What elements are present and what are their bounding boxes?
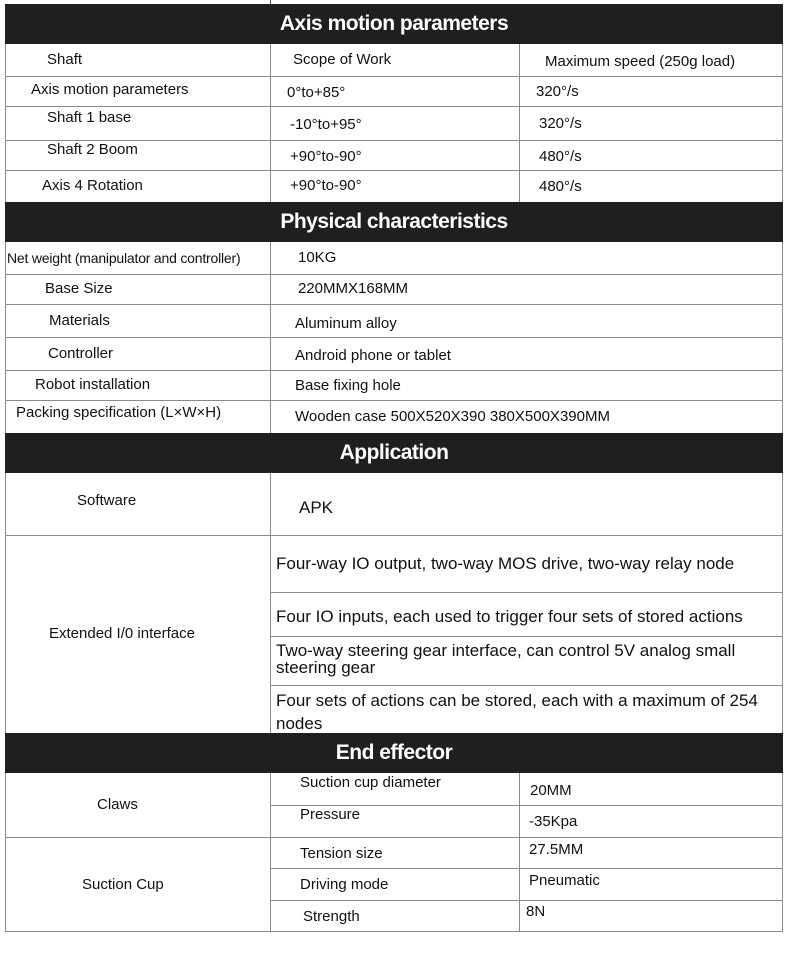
suction-row-1-label: Tension size (300, 844, 383, 862)
physical-row-6-value: Wooden case 500X520X390 380X500X390MM (295, 407, 610, 425)
end-effector-rule (5, 773, 6, 932)
physical-row-5-value: Base fixing hole (295, 377, 401, 394)
axis-row-1-speed: 320°/s (536, 83, 579, 100)
axis-header-speed: Maximum speed (250g load) (545, 53, 736, 70)
end-effector-rule (5, 837, 783, 838)
end-effector-rule (270, 900, 783, 901)
axis-header-scope: Scope of Work (293, 51, 392, 68)
axis-rule (5, 106, 783, 107)
suction-row-3-value: 8N (526, 903, 546, 920)
physical-rule (782, 242, 783, 433)
io-item-3: Two-way steering gear interface, can control 5V analog small steering gear (276, 641, 736, 677)
physical-rule (5, 337, 783, 338)
section-header-application: Application (5, 433, 783, 473)
axis-rule (5, 140, 783, 141)
claws-label: Claws (97, 796, 138, 813)
end-effector-rule (782, 773, 783, 932)
application-rule (270, 685, 783, 686)
physical-rule (5, 304, 783, 305)
software-label: Software (77, 492, 137, 509)
axis-row-3-shaft: Shaft 2 Boom (47, 141, 138, 158)
physical-row-1-label: Net weight (manipulator and controller) (7, 250, 241, 266)
physical-rule (5, 370, 783, 371)
axis-row-4-scope: +90°to-90° (290, 177, 362, 194)
end-effector-rule (5, 931, 783, 932)
physical-row-6-label: Packing specification (L×W×H) (16, 404, 222, 421)
axis-row-2-scope: -10°to+95° (290, 116, 362, 133)
axis-row-2-shaft: Shaft 1 base (47, 109, 132, 126)
axis-row-4-speed: 480°/s (539, 178, 582, 195)
section-header-physical: Physical characteristics (5, 202, 783, 242)
section-header-axis: Axis motion parameters (5, 4, 783, 44)
physical-row-3-label: Materials (49, 311, 110, 329)
physical-rule (5, 242, 6, 433)
axis-row-3-scope: +90°to-90° (290, 148, 362, 165)
axis-row-2-speed: 320°/s (539, 115, 582, 132)
io-item-4: Four sets of actions can be stored, each with a maximum of 254 nodes (276, 691, 758, 733)
suction-row-3-label: Strength (303, 908, 360, 925)
end-effector-rule (270, 773, 271, 932)
application-rule (5, 473, 6, 733)
axis-rule (519, 44, 520, 202)
axis-row-4-shaft: Axis 4 Rotation (42, 177, 143, 194)
physical-row-5-label: Robot installation (35, 376, 151, 393)
axis-rule (5, 170, 783, 171)
physical-rule (5, 400, 783, 401)
axis-row-1-shaft: Axis motion parameters (31, 81, 189, 98)
physical-rule (270, 242, 271, 433)
physical-row-4-label: Controller (48, 344, 114, 362)
software-value: APK (299, 497, 334, 517)
claws-row-2-value: -35Kpa (529, 813, 578, 830)
axis-rule (782, 44, 783, 202)
physical-row-2-label: Base Size (45, 280, 113, 297)
end-effector-rule (270, 805, 783, 806)
physical-rule (5, 274, 783, 275)
physical-row-3-value: Aluminum alloy (295, 314, 397, 332)
physical-row-4-value: Android phone or tablet (295, 346, 451, 364)
claws-row-1-label: Suction cup diameter (300, 774, 441, 791)
io-interface-label: Extended I/0 interface (49, 625, 195, 642)
axis-rule (5, 44, 6, 202)
axis-rule (270, 44, 271, 202)
suction-cup-label: Suction Cup (82, 875, 164, 893)
application-rule (782, 473, 783, 733)
section-header-end-effector: End effector (5, 733, 783, 773)
application-rule (270, 592, 783, 593)
axis-rule (5, 76, 783, 77)
suction-row-1-value: 27.5MM (529, 841, 584, 858)
application-rule (270, 636, 783, 637)
claws-row-1-value: 20MM (530, 782, 572, 799)
axis-row-3-speed: 480°/s (539, 148, 582, 165)
physical-row-2-value: 220MMX168MM (298, 280, 409, 297)
suction-row-2-value: Pneumatic (529, 872, 600, 889)
physical-row-1-value: 10KG (298, 249, 337, 266)
io-item-2: Four IO inputs, each used to trigger four sets of stored actions (276, 606, 743, 626)
spec-sheet (5, 0, 783, 932)
claws-row-2-label: Pressure (300, 806, 361, 823)
end-effector-rule (519, 773, 520, 932)
application-rule (270, 473, 271, 733)
suction-row-2-label: Driving mode (300, 876, 389, 893)
end-effector-rule (270, 868, 783, 869)
io-item-1: Four-way IO output, two-way MOS drive, two-way relay node (276, 554, 735, 573)
application-rule (5, 535, 783, 536)
axis-header-shaft: Shaft (47, 51, 83, 68)
axis-row-1-scope: 0°to+85° (287, 84, 346, 101)
